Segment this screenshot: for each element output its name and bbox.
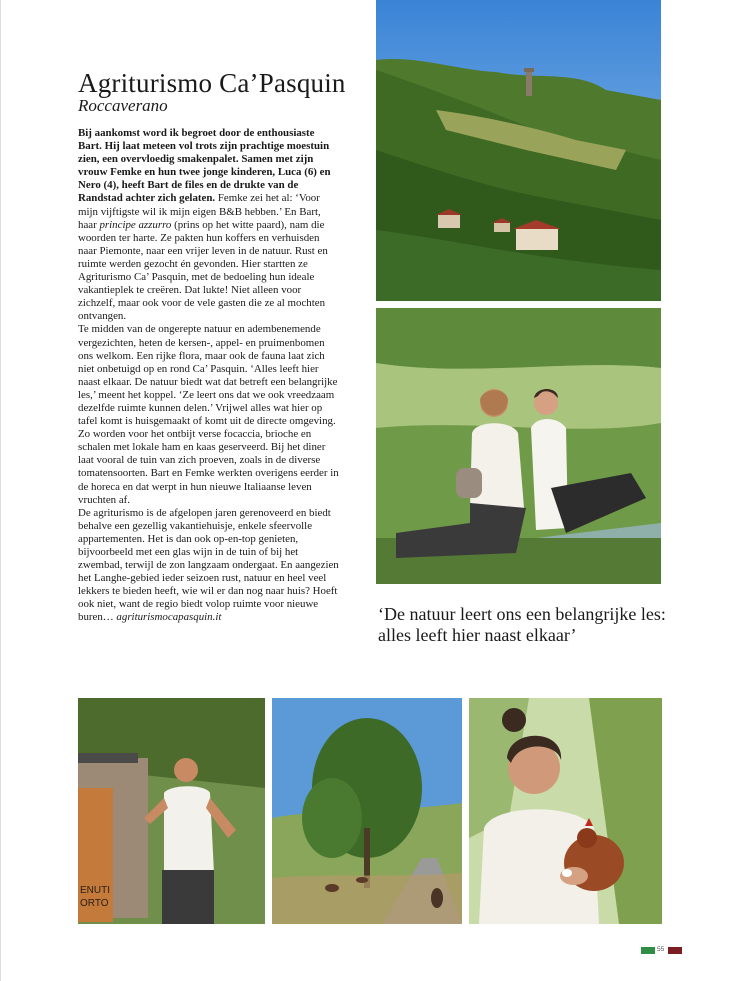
goats-road-photo (272, 698, 462, 924)
flag-red-bar (668, 947, 682, 954)
sign-text: ENUTI (80, 885, 110, 896)
paragraph-2: Te midden van de ongerepte natuur en adembenemende vergezichten, heten de kersen-, appel- en pruimenbomen ons welkom. Een rijke flora, maar ook de fauna laat zich niet onbetuigd op en rond Ca’ Pasquin. ‘Alles leeft hier naast elkaar. De natuur biedt wat dat betreft een belangrijke les,’ meent het koppel. ‘Ze leert ons dat we ook vreedzaam dezelfde ruimte kunnen delen.’ Vrijwel alles wat hier op tafel komt is huisgemaakt of komt uit de directe omgeving. Zo worden voor het ontbijt verse focaccia, brioche en schalen met lokale ham en kaas geserveerd. Bij het diner laat vooral de tuin van zich proeven, zoals in de diverse tomatensoorten. Bart en Femke werkten overigens eerder in de horeca en dat werpt in hun nieuwe Italiaanse leven vruchten af. (78, 323, 339, 506)
couple-photo (376, 308, 661, 584)
svg-text:ORTO: ORTO (80, 898, 109, 909)
p3-text: De agriturismo is de afgelopen jaren gerenoveerd en biedt behalve een gezellig vakantiehuisje, enkele sfeervolle appartementen. Het is dan ook op-en-top genieten, bijvoorbeeld met een glas wijn in de tuin of bij het zwembad, terwijl de zon langzaam ondergaat. En aangezien het Langhe-gebied ieder seizoen rust, natuur en heel veel lekkers te bieden heeft, wie wil er dan nog naar huis? Hoeft ook niet, want de regio biedt volop ruimte voor nieuwe buren… (78, 506, 339, 624)
paragraph-1 (78, 127, 340, 323)
article-location: Roccaverano (78, 96, 168, 115)
article-title: Agriturismo Ca’Pasquin (78, 68, 346, 98)
article-body (78, 127, 340, 625)
woman-chicken-photo (469, 698, 662, 924)
paragraph-3 (78, 507, 340, 625)
landscape-photo (376, 0, 661, 301)
lead-text: Bij aankomst word ik begroet door de enthousiaste Bart. Hij laat meteen vol trots zijn prachtige moestuin zien, een overvloedig smakenpalet. Samen met zijn vrouw Femke en hun twee jonge kinderen, Luca (6) en Nero (4), heeft Bart de files en de drukte van de Randstad achter zich gelaten. (78, 127, 331, 205)
pull-quote: ‘De natuur leert ons een belangrijke les: alles leeft hier naast elkaar’ (378, 604, 666, 645)
website-link[interactable]: agriturismocapasquin.it (116, 611, 222, 624)
page-number: 55 (657, 946, 665, 953)
page-edge (0, 0, 1, 981)
flag-green-bar (641, 947, 655, 954)
p1-italic: principe azzurro (99, 218, 172, 231)
man-garden-photo (78, 698, 265, 924)
p1-part-a: Femke zei het al: ‘Voor mijn vijftigste wil ik mijn eigen B&B hebben.’ En Bart, haar (78, 192, 321, 231)
p1-part-b: (prins op het witte paard), nam die woorden ter harte. Ze pakten hun koffers en verhuisden naar Piemonte, naar een vrijer leven in de natuur. Rust en ruimte werden gezocht én gevonden. Hier startten ze Agriturismo Ca’ Pasquin, met de bedoeling hun ideale vakantieplek te creëren. Dat lukte! Niet alleen voor zichzelf, maar ook voor de vele gasten die ze al mochten ontvangen. (78, 218, 328, 323)
